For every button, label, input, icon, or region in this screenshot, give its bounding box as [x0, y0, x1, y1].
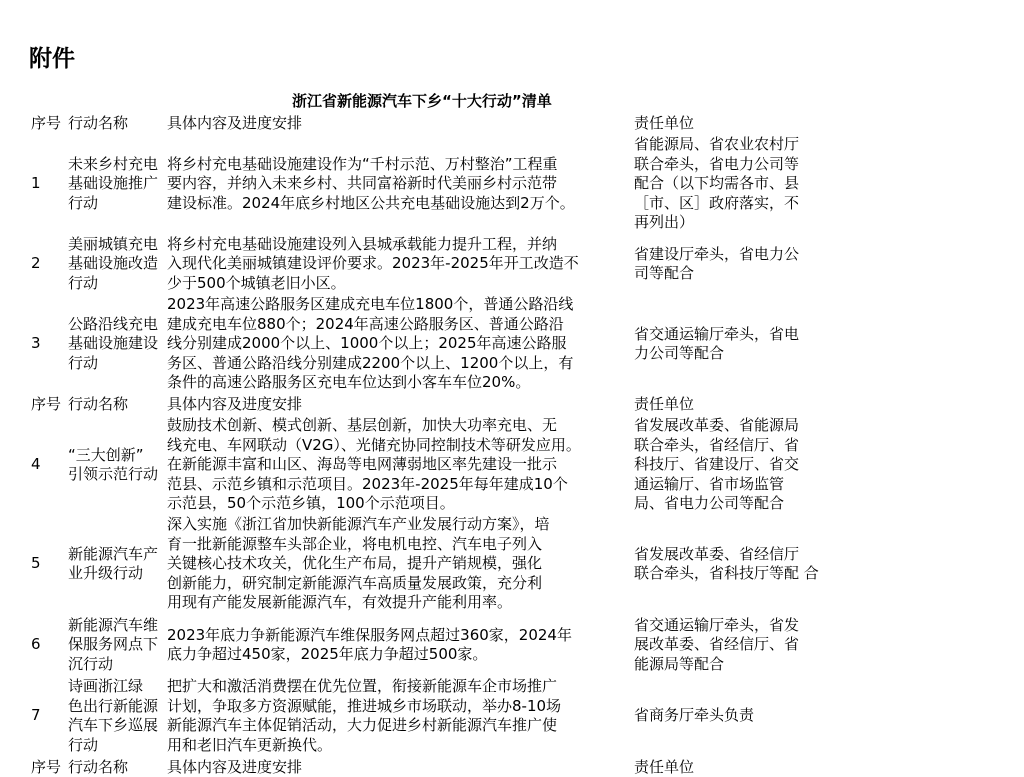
row-unit-text: 省商务厅牵头负责: [634, 706, 755, 725]
row-unit: [634, 135, 822, 233]
row-name: [68, 416, 166, 514]
header-name: 行动名称: [68, 395, 129, 413]
header-content: 具体内容及进度安排: [167, 114, 303, 132]
header-unit: 责任单位: [634, 395, 695, 413]
row-no: [31, 234, 65, 294]
row-unit: [634, 416, 822, 514]
row-name: [68, 295, 166, 393]
row-unit: [634, 234, 822, 294]
row-unit: [634, 295, 822, 393]
row-no-text: 7: [31, 706, 41, 725]
row-name: [68, 515, 166, 613]
header-content: 具体内容及进度安排: [167, 395, 303, 413]
row-no-text: 6: [31, 635, 41, 654]
row-content: [167, 515, 609, 613]
attachment-heading: 附件: [29, 46, 75, 72]
row-name: [68, 677, 166, 755]
row-unit: [634, 614, 822, 676]
row-unit-text: 省建设厅牵头，省电力公 司等配合: [634, 244, 800, 282]
row-content: [167, 234, 609, 294]
row-no: [31, 515, 65, 613]
row-no: [31, 677, 65, 755]
row-unit-text: 省能源局、省农业农村厅 联合牵头，省电力公司等 配合（以下均需各市、县 ［市、区］政府落实，不 再列出）: [634, 135, 800, 232]
header-name: 行动名称: [68, 758, 129, 776]
row-no-text: 3: [31, 334, 41, 353]
header-no: 序号: [31, 758, 62, 776]
row-name: [68, 614, 166, 676]
row-content-text: 2023年底力争新能源汽车维保服务网点超过360家，2024年 底力争超过450家，2025年底力争超过500家。: [167, 625, 572, 663]
row-no: [31, 416, 65, 514]
row-content-text: 深入实施《浙江省加快新能源汽车产业发展行动方案》，培 育一批新能源整车头部企业，将电机电控、汽车电子列入 关键核心技术攻关，优化生产布局，提升产销规模，强化 创新能力，研究制定新能源汽车高质量发展政策，充分利 用现有产能发展新能源汽车，有效提升产能利用率。: [167, 515, 550, 612]
row-content-text: 把扩大和激活消费摆在优先位置，衔接新能源车企市场推广 计划，争取多方资源赋能，推进城乡市场联动，举办8-10场 新能源汽车主体促销活动，大力促进乡村新能源汽车推广使 用和老旧汽车更新换代。: [167, 677, 562, 754]
header-content: 具体内容及进度安排: [167, 758, 303, 776]
row-unit-text: 省发展改革委、省能源局 联合牵头，省经信厅、省 科技厅、省建设厅、省交 通运输厅、省市场监管 局、省电力公司等配合: [634, 416, 800, 513]
header-unit: 责任单位: [634, 114, 695, 132]
row-no: [31, 614, 65, 676]
row-name-text: 公路沿线充电 基础设施建设 行动: [68, 314, 159, 372]
row-name-text: 新能源汽车产 业升级行动: [68, 544, 159, 582]
row-no-text: 5: [31, 554, 41, 573]
row-unit: [634, 515, 822, 613]
row-no: [31, 135, 65, 233]
row-content: [167, 677, 609, 755]
row-content-text: 鼓励技术创新、模式创新、基层创新，加快大功率充电、无 线充电、车网联动（V2G）、光储充协同控制技术等研发应用。 在新能源丰富和山区、海岛等电网薄弱地区率先建设一批示 范县、示范乡镇和示范项目。2023年-2025年每年建成10个 示范县，50个示范乡镇，100个示范项目。: [167, 416, 581, 513]
row-name-text: 未来乡村充电 基础设施推广 行动: [68, 154, 159, 212]
row-content: [167, 295, 609, 393]
row-content: [167, 416, 609, 514]
row-no-text: 1: [31, 174, 41, 193]
row-name-text: 诗画浙江绿 色出行新能源 汽车下乡巡展 行动: [68, 677, 159, 754]
header-unit: 责任单位: [634, 758, 695, 776]
row-content-text: 2023年高速公路服务区建成充电车位1800个，普通公路沿线 建成充电车位880个；2024年高速公路服务区、普通公路沿 线分别建成2000个以上、1000个以上；2025年高速公路服 务区、普通公路沿线分别建成2200个以上、1200个以上，有 条件的高速公路服务区充电车位达到小客车车位20%。: [167, 295, 574, 392]
row-unit-text: 省交通运输厅牵头，省发 展改革委、省经信厅、省 能源局等配合: [634, 615, 800, 673]
row-unit-text: 省交通运输厅牵头，省电 力公司等配合: [634, 324, 800, 362]
row-name: [68, 234, 166, 294]
row-no-text: 4: [31, 455, 41, 474]
row-no: [31, 295, 65, 393]
row-name-text: “三大创新” 引领示范行动: [68, 445, 159, 483]
header-name: 行动名称: [68, 114, 129, 132]
row-content-text: 将乡村充电基础设施建设列入县城承载能力提升工程，并纳 入现代化美丽城镇建设评价要求。2023年-2025年开工改造不 少于500个城镇老旧小区。: [167, 234, 579, 292]
header-no: 序号: [31, 395, 62, 413]
header-no: 序号: [31, 114, 62, 132]
row-content: [167, 135, 609, 233]
row-name-text: 美丽城镇充电 基础设施改造 行动: [68, 234, 159, 292]
row-content-text: 将乡村充电基础设施建设作为“千村示范、万村整治”工程重 要内容，并纳入未来乡村、共同富裕新时代美丽乡村示范带 建设标准。2024年底乡村地区公共充电基础设施达到2万个。: [167, 154, 575, 212]
row-content: [167, 614, 609, 676]
row-name: [68, 135, 166, 233]
document-title: 浙江省新能源汽车下乡“十大行动”清单: [292, 92, 552, 110]
row-unit: [634, 677, 822, 755]
row-name-text: 新能源汽车维 保服务网点下 沉行动: [68, 615, 159, 673]
row-unit-text: 省发展改革委、省经信厅 联合牵头，省科技厅等配 合: [634, 544, 819, 582]
row-no-text: 2: [31, 254, 41, 273]
